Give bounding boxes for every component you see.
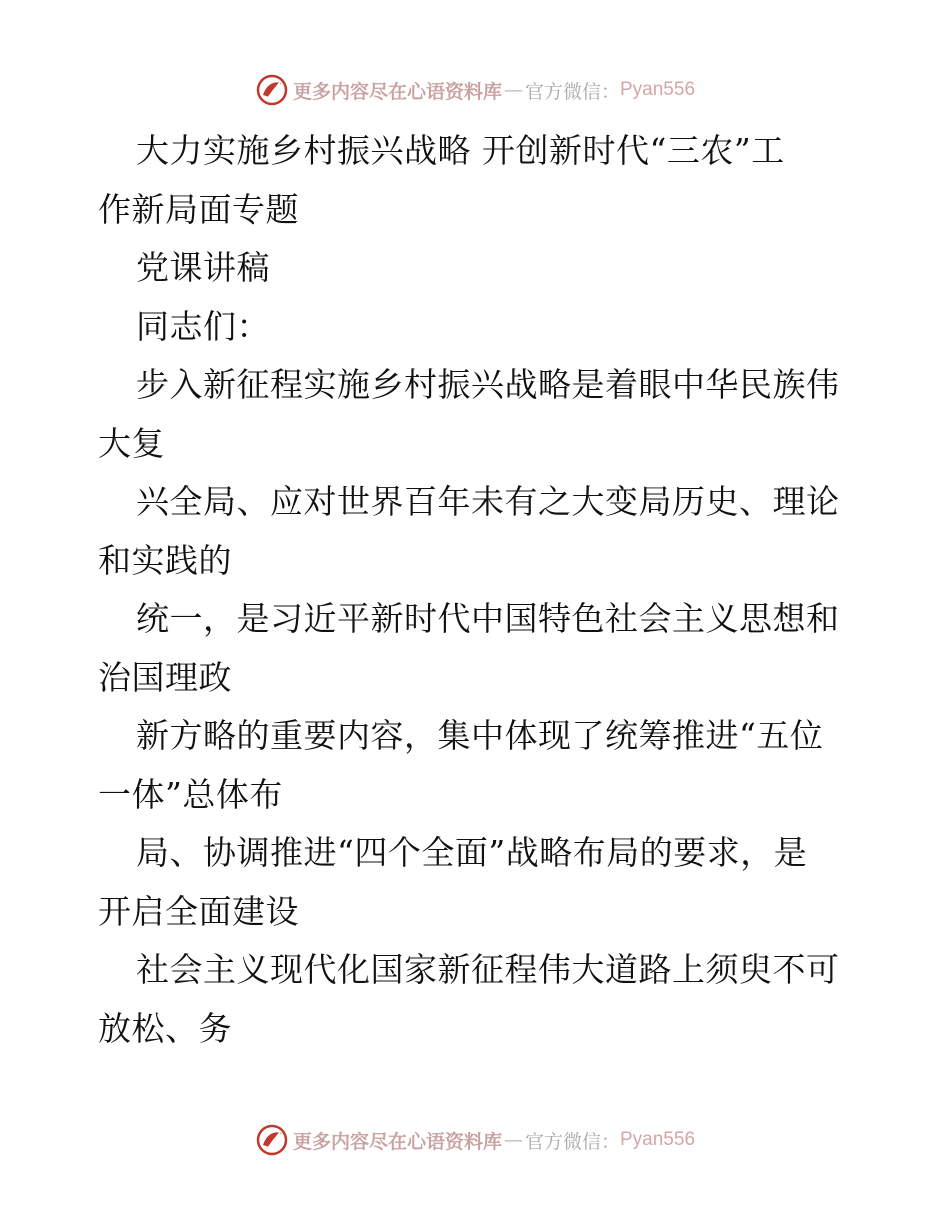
paragraph-line: 新方略的重要内容，集中体现了统筹推进“五位 [136, 716, 824, 755]
brand-logo-icon [255, 73, 289, 107]
paragraph-line: 和实践的 [98, 540, 232, 580]
footer-dash: — [503, 1129, 523, 1151]
footer-watermark-banner [0, 1120, 950, 1160]
footer-brand-text: 更多内容尽在心语资料库 [292, 1130, 502, 1153]
paragraph-line: 开启全面建设 [98, 891, 299, 931]
subtitle-line: 党课讲稿 [136, 248, 270, 287]
footer-official-label: 官方微信： [524, 1130, 620, 1153]
header-dash: — [503, 79, 523, 101]
header-wechat-id: Pyan556 [620, 79, 696, 100]
paragraph-line: 统一，是习近平新时代中国特色社会主义思想和 [136, 599, 840, 638]
header-brand-text: 更多内容尽在心语资料库 [292, 80, 502, 103]
footer-wechat-id: Pyan556 [620, 1129, 696, 1150]
brand-logo-icon [255, 1123, 289, 1157]
header-official-label: 官方微信： [524, 80, 620, 103]
paragraph-line: 一体”总体布 [98, 774, 283, 814]
salutation-line: 同志们： [136, 306, 270, 346]
paragraph-line: 治国理政 [98, 657, 232, 697]
paragraph-line: 局、协调推进“四个全面”战略布局的要求，是 [136, 833, 808, 872]
document-body [98, 122, 858, 1058]
header-watermark-banner [0, 70, 950, 110]
title-line-2: 作新局面专题 [98, 189, 299, 229]
paragraph-line: 步入新征程实施乡村振兴战略是着眼中华民族伟 [136, 365, 840, 404]
paragraph-line: 放松、务 [98, 1008, 232, 1048]
paragraph-line: 兴全局、应对世界百年未有之大变局历史、理论 [136, 482, 840, 521]
paragraph-line: 社会主义现代化国家新征程伟大道路上须臾不可 [136, 950, 840, 989]
paragraph-line: 大复 [98, 423, 165, 463]
title-line-1: 大力实施乡村振兴战略 开创新时代“三农”工 [136, 131, 785, 170]
